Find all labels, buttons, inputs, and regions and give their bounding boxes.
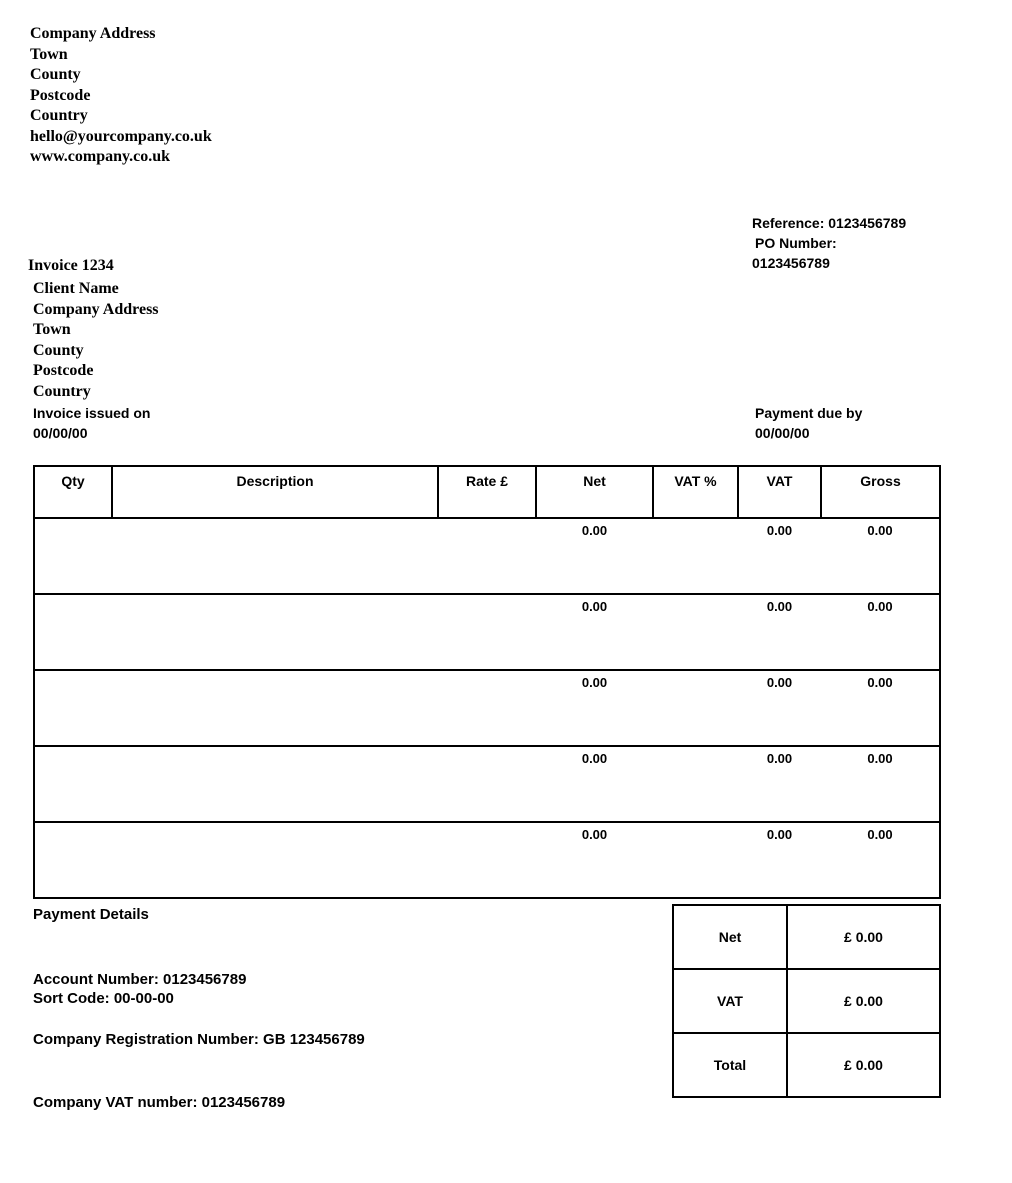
payment-due-label: Payment due by bbox=[755, 405, 863, 421]
cell-qty bbox=[34, 518, 112, 594]
client-address-block bbox=[33, 279, 159, 402]
cell-vat: 0.00 bbox=[738, 822, 821, 898]
cell-vat-percent bbox=[653, 594, 738, 670]
table-row bbox=[34, 746, 940, 822]
client-name: Client Name bbox=[33, 280, 119, 297]
table-header-row bbox=[34, 466, 940, 518]
cell-vat: 0.00 bbox=[738, 518, 821, 594]
reference-block bbox=[752, 213, 906, 273]
header-vat-percent: VAT % bbox=[653, 466, 738, 518]
line-items-table bbox=[33, 465, 941, 899]
cell-qty bbox=[34, 822, 112, 898]
cell-vat: 0.00 bbox=[738, 594, 821, 670]
payment-details-heading: Payment Details bbox=[33, 906, 149, 923]
totals-row-total bbox=[673, 1033, 940, 1097]
cell-description bbox=[112, 746, 438, 822]
cell-vat: 0.00 bbox=[738, 746, 821, 822]
payment-due-date: 00/00/00 bbox=[755, 425, 810, 441]
company-address-block bbox=[30, 24, 212, 168]
totals-vat-value: £ 0.00 bbox=[787, 969, 940, 1033]
cell-gross: 0.00 bbox=[821, 518, 940, 594]
client-postcode: Postcode bbox=[33, 362, 94, 379]
company-vat-number: Company VAT number: 0123456789 bbox=[33, 1094, 286, 1111]
cell-vat-percent bbox=[653, 822, 738, 898]
totals-total-value: £ 0.00 bbox=[787, 1033, 940, 1097]
header-net: Net bbox=[536, 466, 653, 518]
sort-code: Sort Code: 00-00-00 bbox=[33, 990, 174, 1007]
po-number-label: PO Number: bbox=[755, 235, 837, 251]
cell-description bbox=[112, 518, 438, 594]
totals-net-label: Net bbox=[673, 905, 787, 969]
cell-rate bbox=[438, 822, 536, 898]
totals-row-net bbox=[673, 905, 940, 969]
cell-gross: 0.00 bbox=[821, 746, 940, 822]
cell-qty bbox=[34, 594, 112, 670]
cell-vat-percent bbox=[653, 746, 738, 822]
cell-qty bbox=[34, 670, 112, 746]
client-county: County bbox=[33, 341, 84, 359]
payment-due-block bbox=[755, 403, 862, 443]
cell-net: 0.00 bbox=[536, 670, 653, 746]
table-row bbox=[34, 594, 940, 670]
totals-vat-label: VAT bbox=[673, 969, 787, 1033]
account-number: Account Number: 0123456789 bbox=[33, 971, 247, 988]
cell-gross: 0.00 bbox=[821, 594, 940, 670]
table-row bbox=[34, 670, 940, 746]
cell-net: 0.00 bbox=[536, 518, 653, 594]
table-row bbox=[34, 822, 940, 898]
table-row bbox=[34, 518, 940, 594]
reference-line: Reference: 0123456789 bbox=[752, 215, 907, 231]
company-county: County bbox=[30, 66, 81, 83]
cell-gross: 0.00 bbox=[821, 822, 940, 898]
cell-description bbox=[112, 822, 438, 898]
header-description: Description bbox=[112, 466, 438, 518]
totals-row-vat bbox=[673, 969, 940, 1033]
cell-rate bbox=[438, 670, 536, 746]
invoice-issued-label: Invoice issued on bbox=[33, 405, 151, 421]
company-email: hello@yourcompany.co.uk bbox=[30, 127, 212, 145]
header-vat: VAT bbox=[738, 466, 821, 518]
cell-vat-percent bbox=[653, 518, 738, 594]
client-town: Town bbox=[33, 321, 71, 338]
company-town: Town bbox=[30, 45, 68, 63]
header-gross: Gross bbox=[821, 466, 940, 518]
header-rate: Rate £ bbox=[438, 466, 536, 518]
cell-description bbox=[112, 670, 438, 746]
company-registration-number: Company Registration Number: GB 123456789 bbox=[33, 1031, 365, 1048]
totals-net-value: £ 0.00 bbox=[787, 905, 940, 969]
cell-vat-percent bbox=[653, 670, 738, 746]
cell-rate bbox=[438, 746, 536, 822]
cell-net: 0.00 bbox=[536, 746, 653, 822]
totals-total-label: Total bbox=[673, 1033, 787, 1097]
cell-net: 0.00 bbox=[536, 594, 653, 670]
cell-qty bbox=[34, 746, 112, 822]
client-address: Company Address bbox=[33, 300, 159, 318]
invoice-issued-block bbox=[33, 403, 150, 443]
company-website: www.company.co.uk bbox=[30, 148, 171, 165]
cell-rate bbox=[438, 518, 536, 594]
company-country: Country bbox=[30, 107, 88, 124]
company-postcode: Postcode bbox=[30, 86, 91, 104]
header-qty: Qty bbox=[34, 466, 112, 518]
cell-gross: 0.00 bbox=[821, 670, 940, 746]
totals-table bbox=[672, 904, 941, 1098]
invoice-issued-date: 00/00/00 bbox=[33, 425, 88, 441]
cell-rate bbox=[438, 594, 536, 670]
payment-details-block bbox=[33, 905, 365, 1112]
po-number-value: 0123456789 bbox=[752, 255, 830, 271]
cell-vat: 0.00 bbox=[738, 670, 821, 746]
cell-net: 0.00 bbox=[536, 822, 653, 898]
invoice-title: Invoice 1234 bbox=[28, 257, 114, 274]
client-country: Country bbox=[33, 382, 91, 400]
company-address: Company Address bbox=[30, 25, 156, 42]
cell-description bbox=[112, 594, 438, 670]
